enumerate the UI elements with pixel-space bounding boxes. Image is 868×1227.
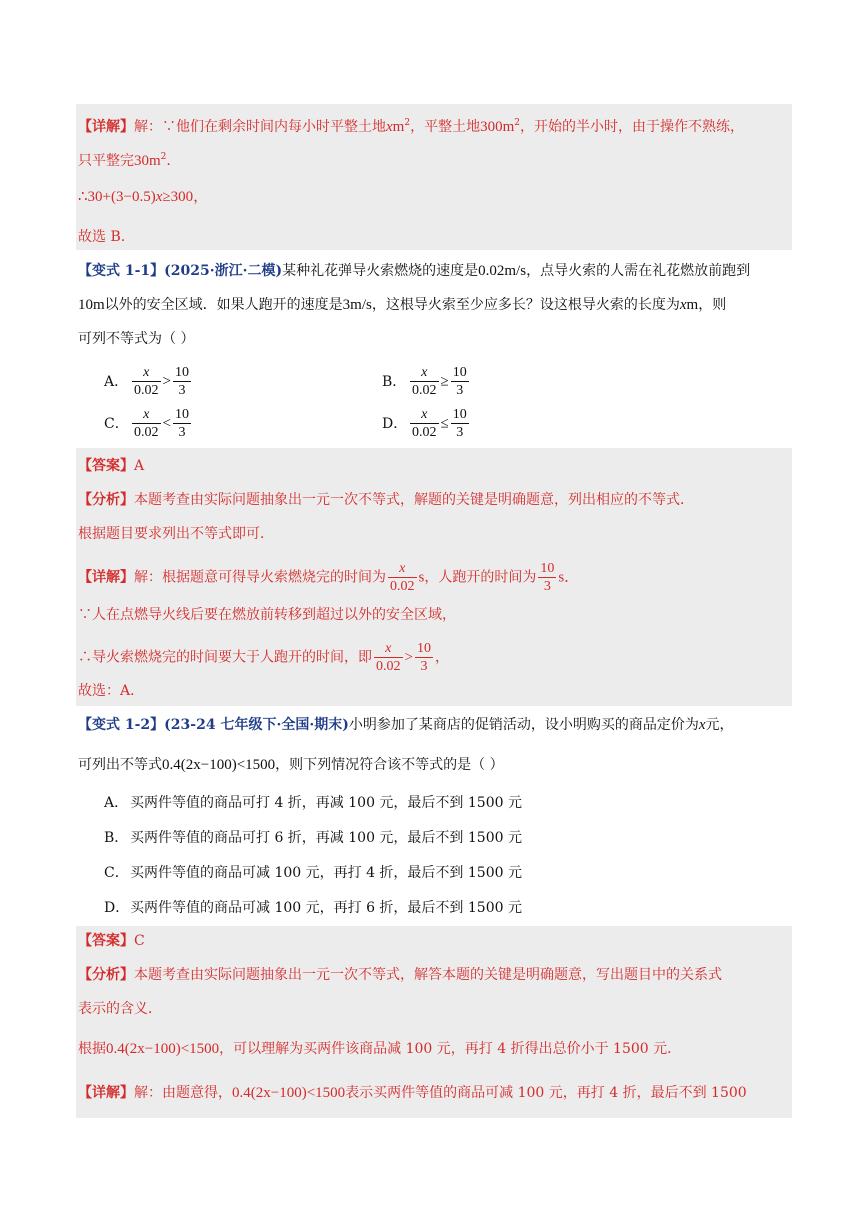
detail-line-2: 只平整完$30m^2$. — [78, 152, 171, 169]
choose-1-1: 故选：A． — [78, 683, 145, 699]
question-1-2-line-1: 【变式 1-2】(23-24 七年级下·全国·期末)小明参加了某商店的促销活动，设小明购买的商品定价为x元， — [78, 717, 734, 733]
question-1-2-line-2: 可列出不等式0.4(2x−100)<1500，则下列情况符合该不等式的是（ ） — [78, 757, 504, 773]
analysis-1-2-line-3: 根据0.4(2x−100)<1500，可以理解为买两件该商品减 100 元，再打 4 折得出总价小于 1500 元． — [78, 1041, 682, 1057]
analysis-1-2-line-2: 表示的含义． — [78, 1001, 162, 1017]
answer-1-2: 【答案】C — [78, 933, 145, 949]
answer-1-1: 【答案】A — [78, 458, 145, 474]
analysis-1-2: 【分析】本题考查由实际问题抽象出一元一次不等式，解答本题的关键是明确题意，写出题目中的关系式 — [78, 967, 722, 983]
option-b[interactable]: B． $\frac{x}{0.02}$ ≥ $\frac{10}{3}$ — [382, 365, 467, 398]
option-d[interactable]: D．买两件等值的商品可减 100 元，再打 6 折，最后不到 1500 元 — [104, 900, 522, 916]
detail-line-4: 故选 B. — [78, 229, 126, 245]
detail-1-1-line-2: ∵人在点燃导火线后要在燃放前转移到超过以外的安全区域， — [78, 607, 456, 623]
option-c[interactable]: C．买两件等值的商品可减 100 元，再打 4 折，最后不到 1500 元 — [104, 865, 522, 881]
option-a[interactable]: A． $\frac{x}{0.02}$ > $\frac{10}{3}$ — [104, 365, 189, 398]
detail-line-1: 【详解】解：∵他们在剩余时间内每小时平整土地$xm^2$，平整土地$300m^2$，开始的半小时，由于操作不熟练， — [78, 118, 744, 135]
analysis-1-1-line-2: 根据题目要求列出不等式即可． — [78, 526, 274, 542]
question-1-1-line-3: 可列不等式为（ ） — [78, 331, 195, 347]
analysis-1-1: 【分析】本题考查由实际问题抽象出一元一次不等式，解题的关键是明确题意，列出相应的不等式． — [78, 492, 694, 508]
question-1-1-line-1: 【变式 1-1】(2025·浙江·二模)某种礼花弹导火索燃烧的速度是0.02m/s，点导火索的人需在礼花燃放前跑到 — [78, 263, 751, 279]
option-d[interactable]: D． $\frac{x}{0.02}$ ≤ $\frac{10}{3}$ — [382, 407, 467, 440]
question-1-1-line-2: 10m以外的安全区域．如果人跑开的速度是3m/s，这根导火索至少应多长？设这根导火索的长度为xm，则 — [78, 297, 727, 313]
option-c[interactable]: C． $\frac{x}{0.02}$ < $\frac{10}{3}$ — [104, 407, 189, 440]
option-a[interactable]: A． 买两件等值的商品可打 4 折，再减 100 元，最后不到 1500 元 — [104, 795, 522, 811]
detail-line-3: ∴30+(3−0.5)x≥300， — [78, 189, 209, 205]
detail-1-1-line-3: ∴导火索燃烧完的时间要大于人跑开的时间，即 $\frac{x}{0.02}$ > $\frac{10}{3}$ ， — [78, 641, 449, 674]
option-b[interactable]: B． 买两件等值的商品可打 6 折，再减 100 元，最后不到 1500 元 — [104, 830, 522, 846]
detail-1-2-line-1: 【详解】解：由题意得，0.4(2x−100)<1500表示买两件等值的商品可减 100 元，再打 4 折，最后不到 1500 — [78, 1085, 747, 1101]
detail-1-1-line-1: 【详解】解：根据题意可得导火索燃烧完的时间为 $\frac{x}{0.02}$ s，人跑开的时间为 $\frac{10}{3}$ s． — [78, 561, 580, 594]
